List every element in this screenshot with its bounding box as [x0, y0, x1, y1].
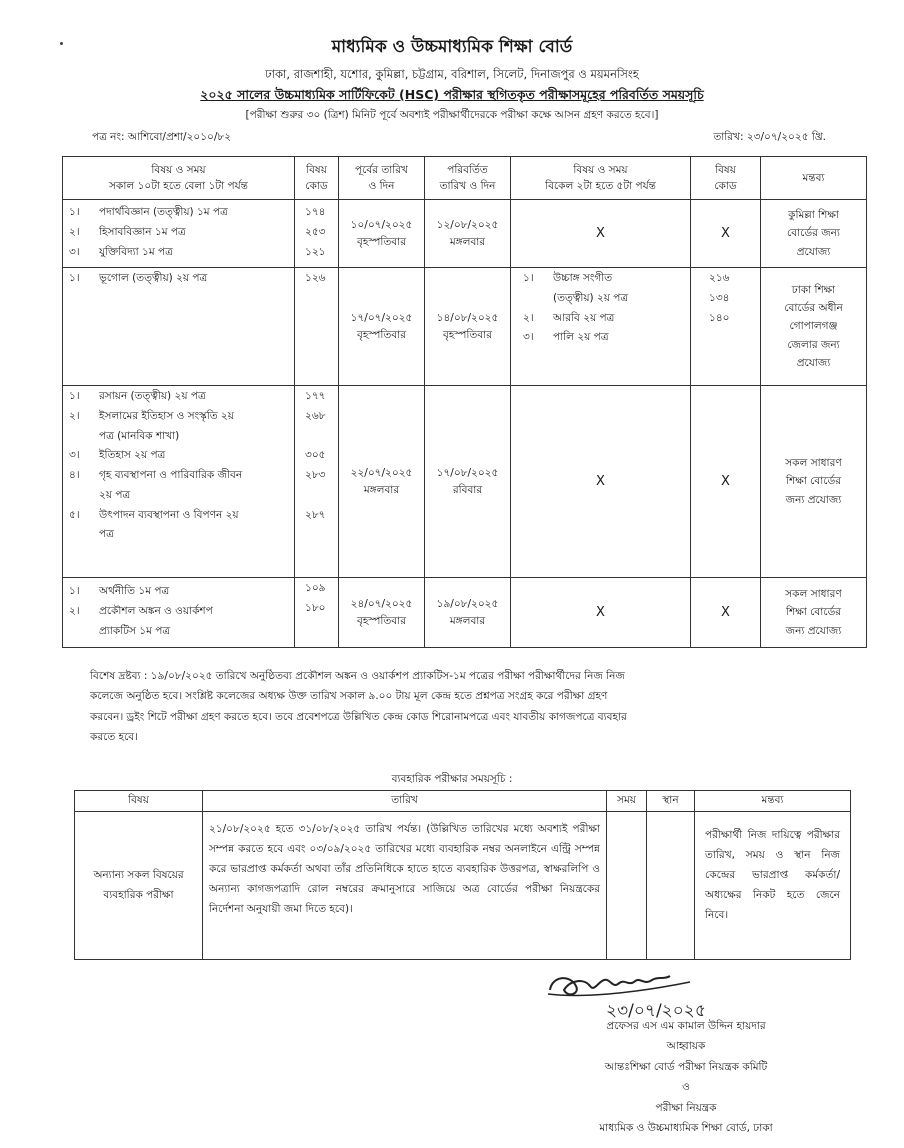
afternoon-codes: ২১৬ ১৩৪ ১৪০ — [691, 268, 761, 386]
exam-note: [পরীক্ষা শুরুর ৩০ (ত্রিশ) মিনিট পূর্বে অবশ্যই পরীক্ষার্থীদেরকে পরীক্ষা কক্ষে আসন গ্রহণ করতে হবে।] — [245, 109, 659, 121]
practical-header-subject: বিষয় — [75, 791, 203, 812]
remarks-cell: সকল সাধারণ শিক্ষা বোর্ডের জন্য প্রযোজ্য — [761, 578, 867, 648]
signatory-committee: আন্তঃশিক্ষা বোর্ড পরীক্ষা নিয়ন্ত্রক কমিটি — [604, 1060, 768, 1073]
subject-codes: ১৭৭ ২৬৮ ৩০৫ ২৮৩ ২৮৭ — [295, 386, 339, 578]
signatory-designation: আহ্বায়ক — [666, 1040, 706, 1053]
new-date-cell: ১৪/০৮/২০২৫ বৃহস্পতিবার — [425, 268, 511, 386]
afternoon-code-not-applicable: X — [691, 578, 761, 648]
schedule-table — [62, 156, 867, 648]
practical-date-text: ২১/০৮/২০২৫ হতে ৩১/০৮/২০২৫ তারিখ পর্যন্ত। (উল্লিখিত তারিখের মধ্যে অবশ্যই পরীক্ষা সম্পন্ন করতে হবে এবং ০৩/০৯/২০২৫ তারিখের মধ্যে ব্যবহারিক নম্বর অনলাইনে এন্ট্রি সম্পন্ন করে ভারপ্রাপ্ত কর্মকর্তা অথবা তাঁর প্রতিনিধিকে হাতে হাতে ব্যবহারিক উত্তরপত্র, স্বাক্ষরলিপি ও অন্যান্য কাগজপত্রাদি রোল নম্বরের ক্রমানুসারে সাজিয়ে অত্র বোর্ডের পরীক্ষা নিয়ন্ত্রকের নির্দেশনা অনুযায়ী জমা দিতে হবে)। — [203, 812, 607, 960]
header-code: বিষয় কোড — [295, 157, 339, 200]
header-subject-morning: বিষয় ও সময় সকাল ১০টা হতে বেলা ১টা পর্যন্ত — [63, 157, 295, 200]
subject-codes: ১০৯ ১৮০ — [295, 578, 339, 648]
subject-codes: ১২৬ — [295, 268, 339, 386]
subject-codes: ১৭৪ ২৫৩ ১২১ — [295, 200, 339, 268]
practical-row — [75, 812, 851, 960]
header-subject-afternoon: বিষয় ও সময় বিকেল ২টা হতে ৫টা পর্যন্ত — [511, 157, 691, 200]
practical-table — [74, 790, 851, 960]
afternoon-code-not-applicable: X — [691, 200, 761, 268]
practical-place-cell — [647, 812, 695, 960]
header-code-2: বিষয় কোড — [691, 157, 761, 200]
practical-remarks: পরীক্ষার্থী নিজ দায়িত্বে পরীক্ষার তারিখ, সময় ও স্থান নিজ কেন্দ্রের ভারপ্রাপ্ত কর্মকর্তা/অধ্যক্ষের নিকট হতে জেনে নিবে। — [695, 812, 851, 960]
morning-subjects: ১। অর্থনীতি ১ম পত্র ২। প্রকৌশল অঙ্কন ও ওয়ার্কশপ প্র্যাকটিস ১ম পত্র — [63, 578, 295, 648]
prev-date-cell: ১০/০৭/২০২৫ বৃহস্পতিবার — [339, 200, 425, 268]
table-row — [63, 578, 867, 648]
remarks-cell: কুমিল্লা শিক্ষা বোর্ডের জন্য প্রযোজ্য — [761, 200, 867, 268]
header-prev-date: পূর্বের তারিখ ও দিন — [339, 157, 425, 200]
new-date-cell: ১৯/০৮/২০২৫ মঙ্গলবার — [425, 578, 511, 648]
practical-header-place: স্থান — [647, 791, 695, 812]
board-title: মাধ্যমিক ও উচ্চমাধ্যমিক শিক্ষা বোর্ড — [331, 37, 573, 57]
new-date-cell: ১৭/০৮/২০২৫ রবিবার — [425, 386, 511, 578]
prev-date-cell: ১৭/০৭/২০২৫ বৃহস্পতিবার — [339, 268, 425, 386]
practical-header-remarks: মন্তব্য — [695, 791, 851, 812]
morning-subjects: ১। ভূগোল (তত্ত্বীয়) ২য় পত্র — [63, 268, 295, 386]
practical-subject: অন্যান্য সকল বিষয়ের ব্যবহারিক পরীক্ষা — [75, 812, 203, 960]
header-remarks: মন্তব্য — [761, 157, 867, 200]
afternoon-not-applicable: X — [511, 386, 691, 578]
signatory-board: মাধ্যমিক ও উচ্চমাধ্যমিক শিক্ষা বোর্ড, ঢাকা — [599, 1122, 773, 1135]
signatory-designation-2: পরীক্ষা নিয়ন্ত্রক — [655, 1101, 717, 1114]
afternoon-code-not-applicable: X — [691, 386, 761, 578]
afternoon-not-applicable: X — [511, 578, 691, 648]
special-note: বিশেষ দ্রষ্টব্য : ১৯/০৮/২০২৫ তারিখে অনুষ্ঠিতব্য প্রকৌশল অঙ্কন ও ওয়ার্কশপ প্র্যাকটিস-১ম পত্রের পরীক্ষা পরীক্ষার্থীদের নিজ নিজ কলেজে অনুষ্ঠিত হবে। সংশ্লিষ্ট কলেজের অধ্যক্ষ উক্ত তারিখ সকাল ৯.০০ টায় মূল কেন্দ্র হতে প্রশ্নপত্র সংগ্রহ করে পরীক্ষা গ্রহণ করবেন। ড্রইং শিটে পরীক্ষা গ্রহণ করতে হবে। তবে প্রবেশপত্রে উল্লিখিত কেন্দ্র কোড শিরোনামপত্রে এবং যাবতীয় কাগজপত্রে ব্যবহার করতে হবে। — [90, 670, 627, 744]
notice-subject: ২০২৫ সালের উচ্চমাধ্যমিক সার্টিফিকেট (HSC) পরীক্ষার স্থগিতকৃত পরীক্ষাসমূহের পরিবর্তিত সময়সূচি — [200, 87, 704, 102]
table-row — [63, 268, 867, 386]
afternoon-not-applicable: X — [511, 200, 691, 268]
practical-time-cell — [607, 812, 647, 960]
table-row — [63, 200, 867, 268]
header-new-date: পরিবর্তিত তারিখ ও দিন — [425, 157, 511, 200]
morning-subjects: ১। রসায়ন (তত্ত্বীয়) ২য় পত্র ২। ইসলামের ইতিহাস ও সংস্কৃতি ২য় পত্র (মানবিক শাখা) ৩। ইতিহাস ২য় পত্র ৪। গৃহ ব্যবস্থাপনা ও পারিবারিক জীবন ২য় পত্র ৫। উৎপাদন ব্যবস্থাপনা ও বিপণন ২য় পত্র — [63, 386, 295, 578]
signature-date: ২৩/০৭/২০২৫ — [606, 1001, 706, 1021]
notice-date: তারিখ: ২৩/০৭/২০২৫ খ্রি. — [713, 131, 826, 143]
boards-list: ঢাকা, রাজশাহী, যশোর, কুমিল্লা, চট্টগ্রাম, বরিশাল, সিলেট, দিনাজপুর ও ময়মনসিংহ — [265, 67, 639, 81]
practical-title: ব্যবহারিক পরীক্ষার সময়সূচি : — [391, 773, 513, 785]
practical-header-time: সময় — [607, 791, 647, 812]
signatory-conjunction: ও — [682, 1081, 690, 1094]
prev-date-cell: ২২/০৭/২০২৫ মঙ্গলবার — [339, 386, 425, 578]
remarks-cell: ঢাকা শিক্ষা বোর্ডের অধীন গোপালগঞ্জ জেলার জন্য প্রযোজ্য — [761, 268, 867, 386]
table-row — [63, 386, 867, 578]
signatory-name: প্রফেসর এস এম কামাল উদ্দিন হায়দার — [606, 1020, 766, 1032]
practical-header-row — [75, 791, 851, 812]
prev-date-cell: ২৪/০৭/২০২৫ বৃহস্পতিবার — [339, 578, 425, 648]
table-header-row — [63, 157, 867, 200]
morning-subjects: ১। পদার্থবিজ্ঞান (তত্ত্বীয়) ১ম পত্র ২। হিসাববিজ্ঞান ১ম পত্র ৩। যুক্তিবিদ্যা ১ম পত্র — [63, 200, 295, 268]
memo-number: পত্র নং: আশিবো/প্রশা/২০১০/৮২ — [92, 131, 232, 143]
new-date-cell: ১২/০৮/২০২৫ মঙ্গলবার — [425, 200, 511, 268]
practical-header-date: তারিখ — [203, 791, 607, 812]
signature-graphic — [540, 960, 760, 1022]
remarks-cell: সকল সাধারণ শিক্ষা বোর্ডের জন্য প্রযোজ্য — [761, 386, 867, 578]
afternoon-subjects: ১। উচ্চাঙ্গ সংগীত (তত্ত্বীয়) ২য় পত্র ২। আরবি ২য় পত্র ৩। পালি ২য় পত্র — [511, 268, 691, 386]
signatory-block — [546, 1016, 826, 1139]
